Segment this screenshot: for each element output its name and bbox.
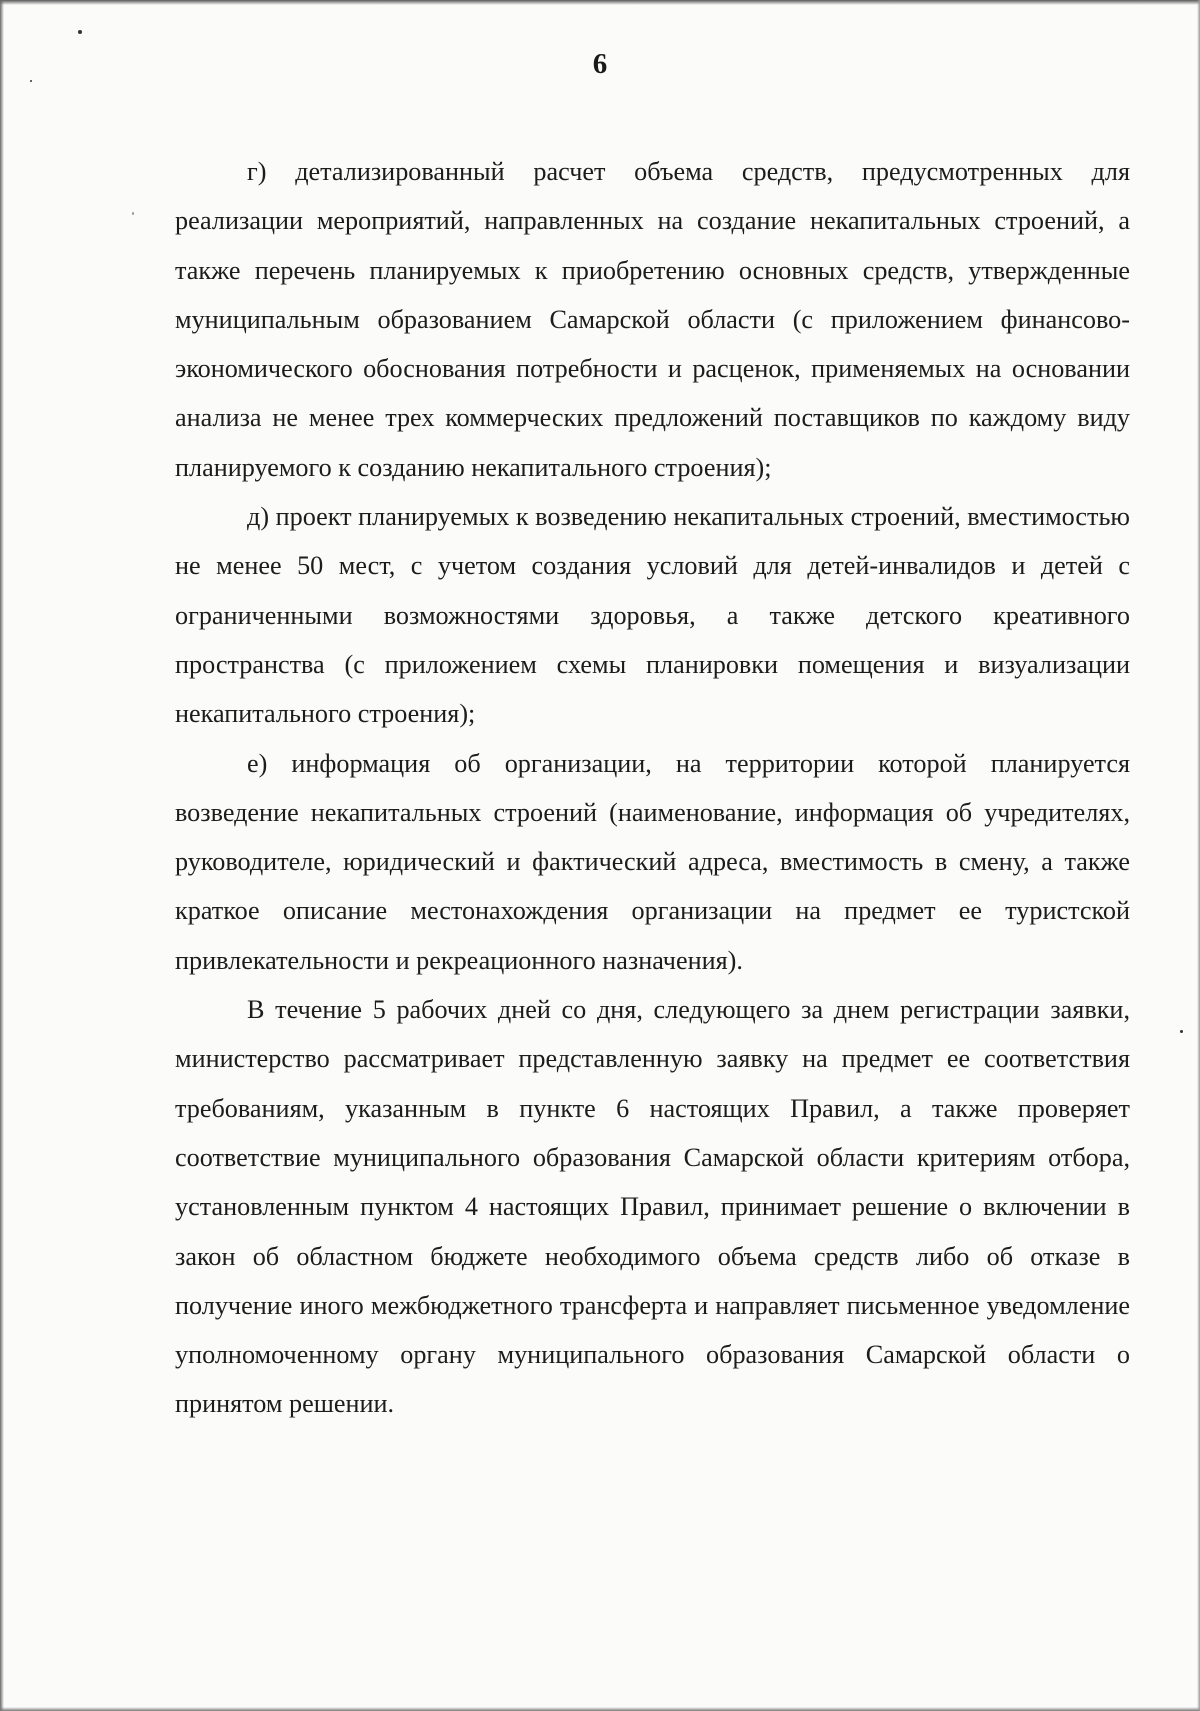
paragraph-e: е) информация об организации, на территории которой планируется возведение некапитальных строений (наименование, информация об учредителях, руководителе, юридический и фактический адреса, вместимость в смену, а также краткое описание местонахождения организации на предмет ее туристской привлекательности и рекреационного назначения). <box>175 748 1130 975</box>
paragraph-review-procedure: В течение 5 рабочих дней со дня, следующего за днем регистрации заявки, министерство рассматривает представленную заявку на предмет ее соответствия требованиям, указанным в пункте 6 настоящих Правил, а также проверяет соответствие муниципального образования Самарской области критериям отбора, установленным пунктом 4 настоящих Правил, принимает решение о включении в закон об областном бюджете необходимого объема средств либо об отказе в получение иного межбюджетного трансферта и направляет письменное уведомление уполномоченному органу муниципального образования Самарской области о принятом решении. <box>175 995 1130 1419</box>
scan-speck <box>1180 1030 1183 1033</box>
scan-edge-bottom <box>0 1707 1200 1711</box>
paragraph-g: г) детализированный расчет объема средств, предусмотренных для реализации мероприятий, направленных на создание некапитальных строений, а также перечень планируемых к приобретению основных средств, утвержденные муниципальным образованием Самарской области (с приложением финансово-экономического обоснования потребности и расценок, применяемых на основании анализа не менее трех коммерческих предложений поставщиков по каждому виду планируемого к созданию некапитального строения); <box>175 157 1130 482</box>
paragraph-d: д) проект планируемых к возведению некапитальных строений, вместимостью не менее 50 мест, с учетом создания условий для детей-инвалидов и детей с ограниченными возможностями здоровья, а также детского креативного пространства (с приложением схемы планировки помещения и визуализации некапитального строения); <box>175 502 1130 729</box>
page-number: 6 <box>592 48 608 80</box>
scan-edge-left <box>0 0 4 1711</box>
scan-edge-top <box>0 0 1200 5</box>
document-body <box>175 147 1130 1429</box>
scan-speck <box>78 30 82 34</box>
scan-speck <box>132 212 134 215</box>
